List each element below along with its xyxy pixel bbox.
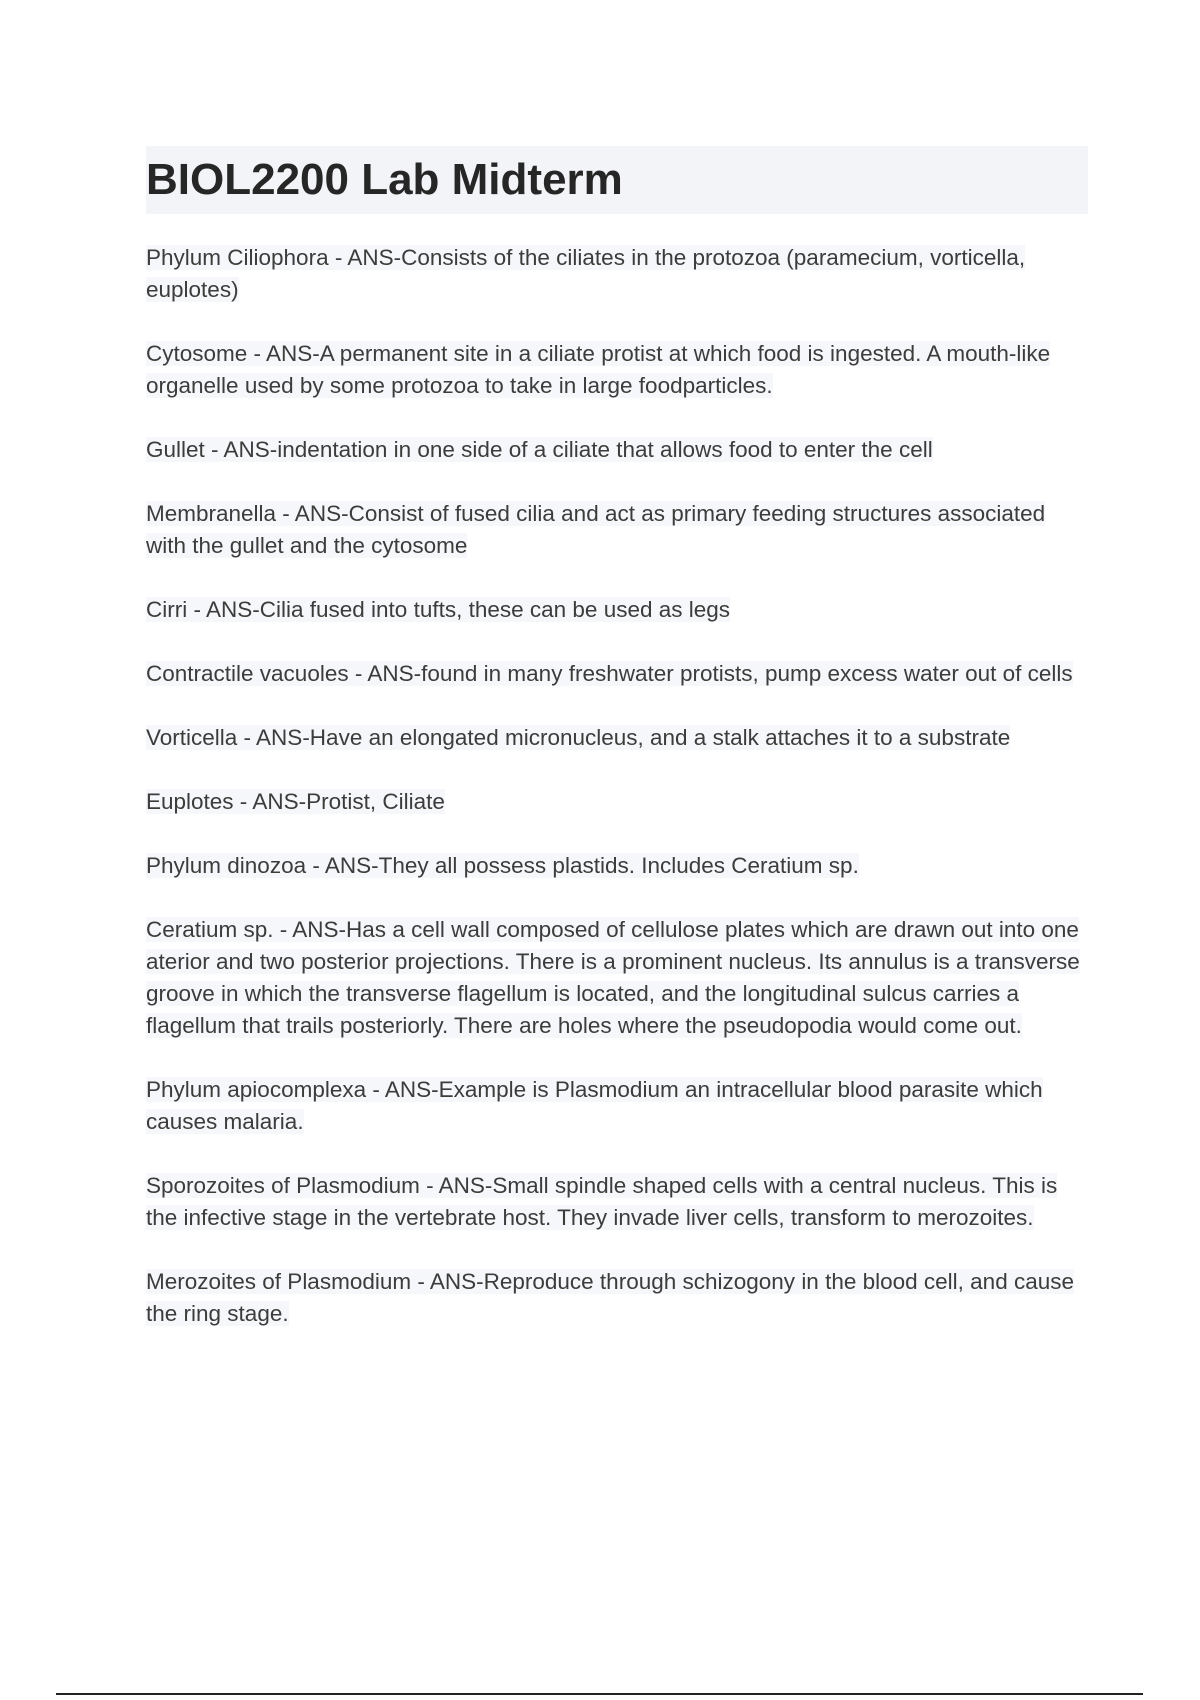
entry-text: Phylum dinozoa - ANS-They all possess plastids. Includes Ceratium sp. [146, 853, 859, 878]
page-title: BIOL2200 Lab Midterm [146, 155, 623, 204]
entry-text: Euplotes - ANS-Protist, Ciliate [146, 789, 445, 814]
list-item [146, 594, 1088, 626]
list-item [146, 1170, 1088, 1234]
entry-text: Phylum Ciliophora - ANS-Consists of the ciliates in the protozoa (paramecium, vorticella, euplotes) [146, 245, 1026, 302]
title-bar [146, 146, 1088, 214]
entry-text: Sporozoites of Plasmodium - ANS-Small spindle shaped cells with a central nucleus. This is the infective stage in the vertebrate host. They invade liver cells, transform to merozoites. [146, 1173, 1058, 1230]
entry-text: Cytosome - ANS-A permanent site in a ciliate protist at which food is ingested. A mouth-like organelle used by some protozoa to take in large foodparticles. [146, 341, 1051, 398]
list-item [146, 1266, 1088, 1330]
entry-text: Cirri - ANS-Cilia fused into tufts, these can be used as legs [146, 597, 731, 622]
list-item [146, 1074, 1088, 1138]
entry-text: Contractile vacuoles - ANS-found in many freshwater protists, pump excess water out of cells [146, 661, 1073, 686]
entry-text: Vorticella - ANS-Have an elongated micronucleus, and a stalk attaches it to a substrate [146, 725, 1011, 750]
list-item [146, 434, 1088, 466]
entry-text: Merozoites of Plasmodium - ANS-Reproduce through schizogony in the blood cell, and cause the ring stage. [146, 1269, 1075, 1326]
list-item [146, 850, 1088, 882]
list-item [146, 786, 1088, 818]
list-item [146, 242, 1088, 306]
entry-text: Membranella - ANS-Consist of fused cilia and act as primary feeding structures associated with the gullet and the cytosome [146, 501, 1046, 558]
entry-list [146, 242, 1088, 1362]
list-item [146, 498, 1088, 562]
list-item [146, 338, 1088, 402]
list-item [146, 658, 1088, 690]
list-item [146, 722, 1088, 754]
list-item [146, 914, 1088, 1042]
entry-text: Phylum apiocomplexa - ANS-Example is Plasmodium an intracellular blood parasite which causes malaria. [146, 1077, 1043, 1134]
footer-divider [56, 1693, 1143, 1695]
entry-text: Ceratium sp. - ANS-Has a cell wall composed of cellulose plates which are drawn out into one aterior and two posterior projections. There is a prominent nucleus. Its annulus is a transverse groove in which the transverse flagellum is located, and the longitudinal sulcus carries a flagellum that trails posteriorly. There are holes where the pseudopodia would come out. [146, 917, 1080, 1038]
entry-text: Gullet - ANS-indentation in one side of a ciliate that allows food to enter the cell [146, 437, 933, 462]
